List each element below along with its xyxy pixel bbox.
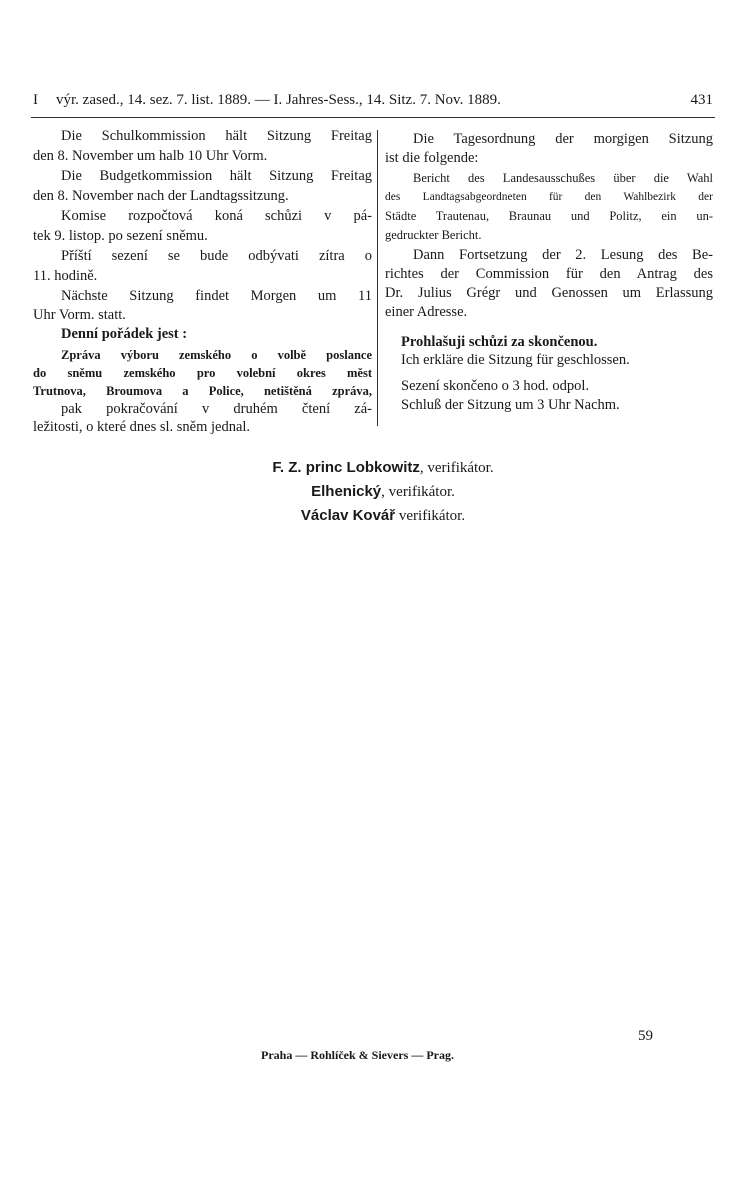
left-line: Die Schulkommission hält Sitzung Freitag xyxy=(61,128,372,144)
verifier-name: Elhenický xyxy=(311,483,382,500)
agenda-heading: Denní pořádek jest : xyxy=(61,326,188,342)
verifier-role: , verifikátor. xyxy=(381,484,455,500)
right-line: Die Tagesordnung der morgigen Sitzung xyxy=(413,131,713,147)
verifier-role: , verifikátor. xyxy=(419,460,494,476)
running-header xyxy=(33,92,713,109)
left-line: ležitosti, o které dnes sl. sněm jednal. xyxy=(33,419,251,435)
end-time-german: Schluß der Sitzung um 3 Uhr Nachm. xyxy=(401,397,620,413)
end-time-czech: Sezení skončeno o 3 hod. odpol. xyxy=(401,378,590,394)
left-line: Nächste Sitzung findet Morgen um 11 xyxy=(61,288,372,304)
printer-imprint: Praha — Rohlíček & Sievers — Prag. xyxy=(261,1048,454,1062)
right-line: Dann Fortsetzung der 2. Lesung des Be- xyxy=(413,247,713,263)
left-line: 11. hodině. xyxy=(33,268,98,284)
left-line: den 8. November um halb 10 Uhr Vorm. xyxy=(33,148,268,164)
column-divider xyxy=(377,130,378,426)
left-line: den 8. November nach der Landtagssitzung. xyxy=(33,188,289,204)
left-line: pak pokračování v druhém čtení zá- xyxy=(61,401,372,417)
right-line: Dr. Julius Grégr und Genossen um Erlassung xyxy=(385,285,713,301)
right-line: Städte Trautenau, Braunau und Politz, ein un- xyxy=(385,209,713,223)
left-line: Die Budgetkommission hält Sitzung Freitag xyxy=(61,168,372,184)
left-line: Uhr Vorm. statt. xyxy=(33,307,126,323)
verifier-name: Václav Kovář xyxy=(300,507,396,524)
left-line: tek 9. listop. po sezení sněmu. xyxy=(33,228,208,244)
header-section-numeral: I xyxy=(33,92,38,108)
header-title: výr. zased., 14. sez. 7. list. 1889. — I. Jahres-Sess., 14. Sitz. 7. Nov. 1889. xyxy=(56,92,501,108)
right-line: des Landtagsabgeordneten für den Wahlbezirk der xyxy=(385,191,713,203)
left-line: Zpráva výboru zemského o volbě poslance xyxy=(61,348,372,362)
right-line: richtes der Commission für den Antrag des xyxy=(385,266,713,282)
left-line: do sněmu zemského pro volební okres měst xyxy=(33,366,372,380)
left-line: Trutnova, Broumova a Police, netištěná zpráva, xyxy=(33,384,372,398)
verifier-role: verifikátor. xyxy=(395,508,466,524)
page-number: 431 xyxy=(690,92,713,108)
left-line: Příští sezení se bude odbývati zítra o xyxy=(61,248,372,264)
sheet-number: 59 xyxy=(638,1028,653,1044)
verifier-name: F. Z. princ Lobkowitz xyxy=(272,459,420,476)
header-rule xyxy=(31,117,715,118)
left-line: Komise rozpočtová koná schůzi v pá- xyxy=(61,208,372,224)
closing-czech: Prohlašuji schůzi za skončenou. xyxy=(401,334,598,350)
right-line: ist die folgende: xyxy=(385,150,479,166)
closing-german: Ich erkläre die Sitzung für geschlossen. xyxy=(401,352,630,368)
signature-line xyxy=(8,483,750,501)
right-line: einer Adresse. xyxy=(385,304,468,320)
signature-line xyxy=(8,459,750,477)
signature-line xyxy=(8,507,750,525)
right-line: Bericht des Landesausschußes über die Wahl xyxy=(413,171,713,185)
right-line: gedruckter Bericht. xyxy=(385,228,482,242)
